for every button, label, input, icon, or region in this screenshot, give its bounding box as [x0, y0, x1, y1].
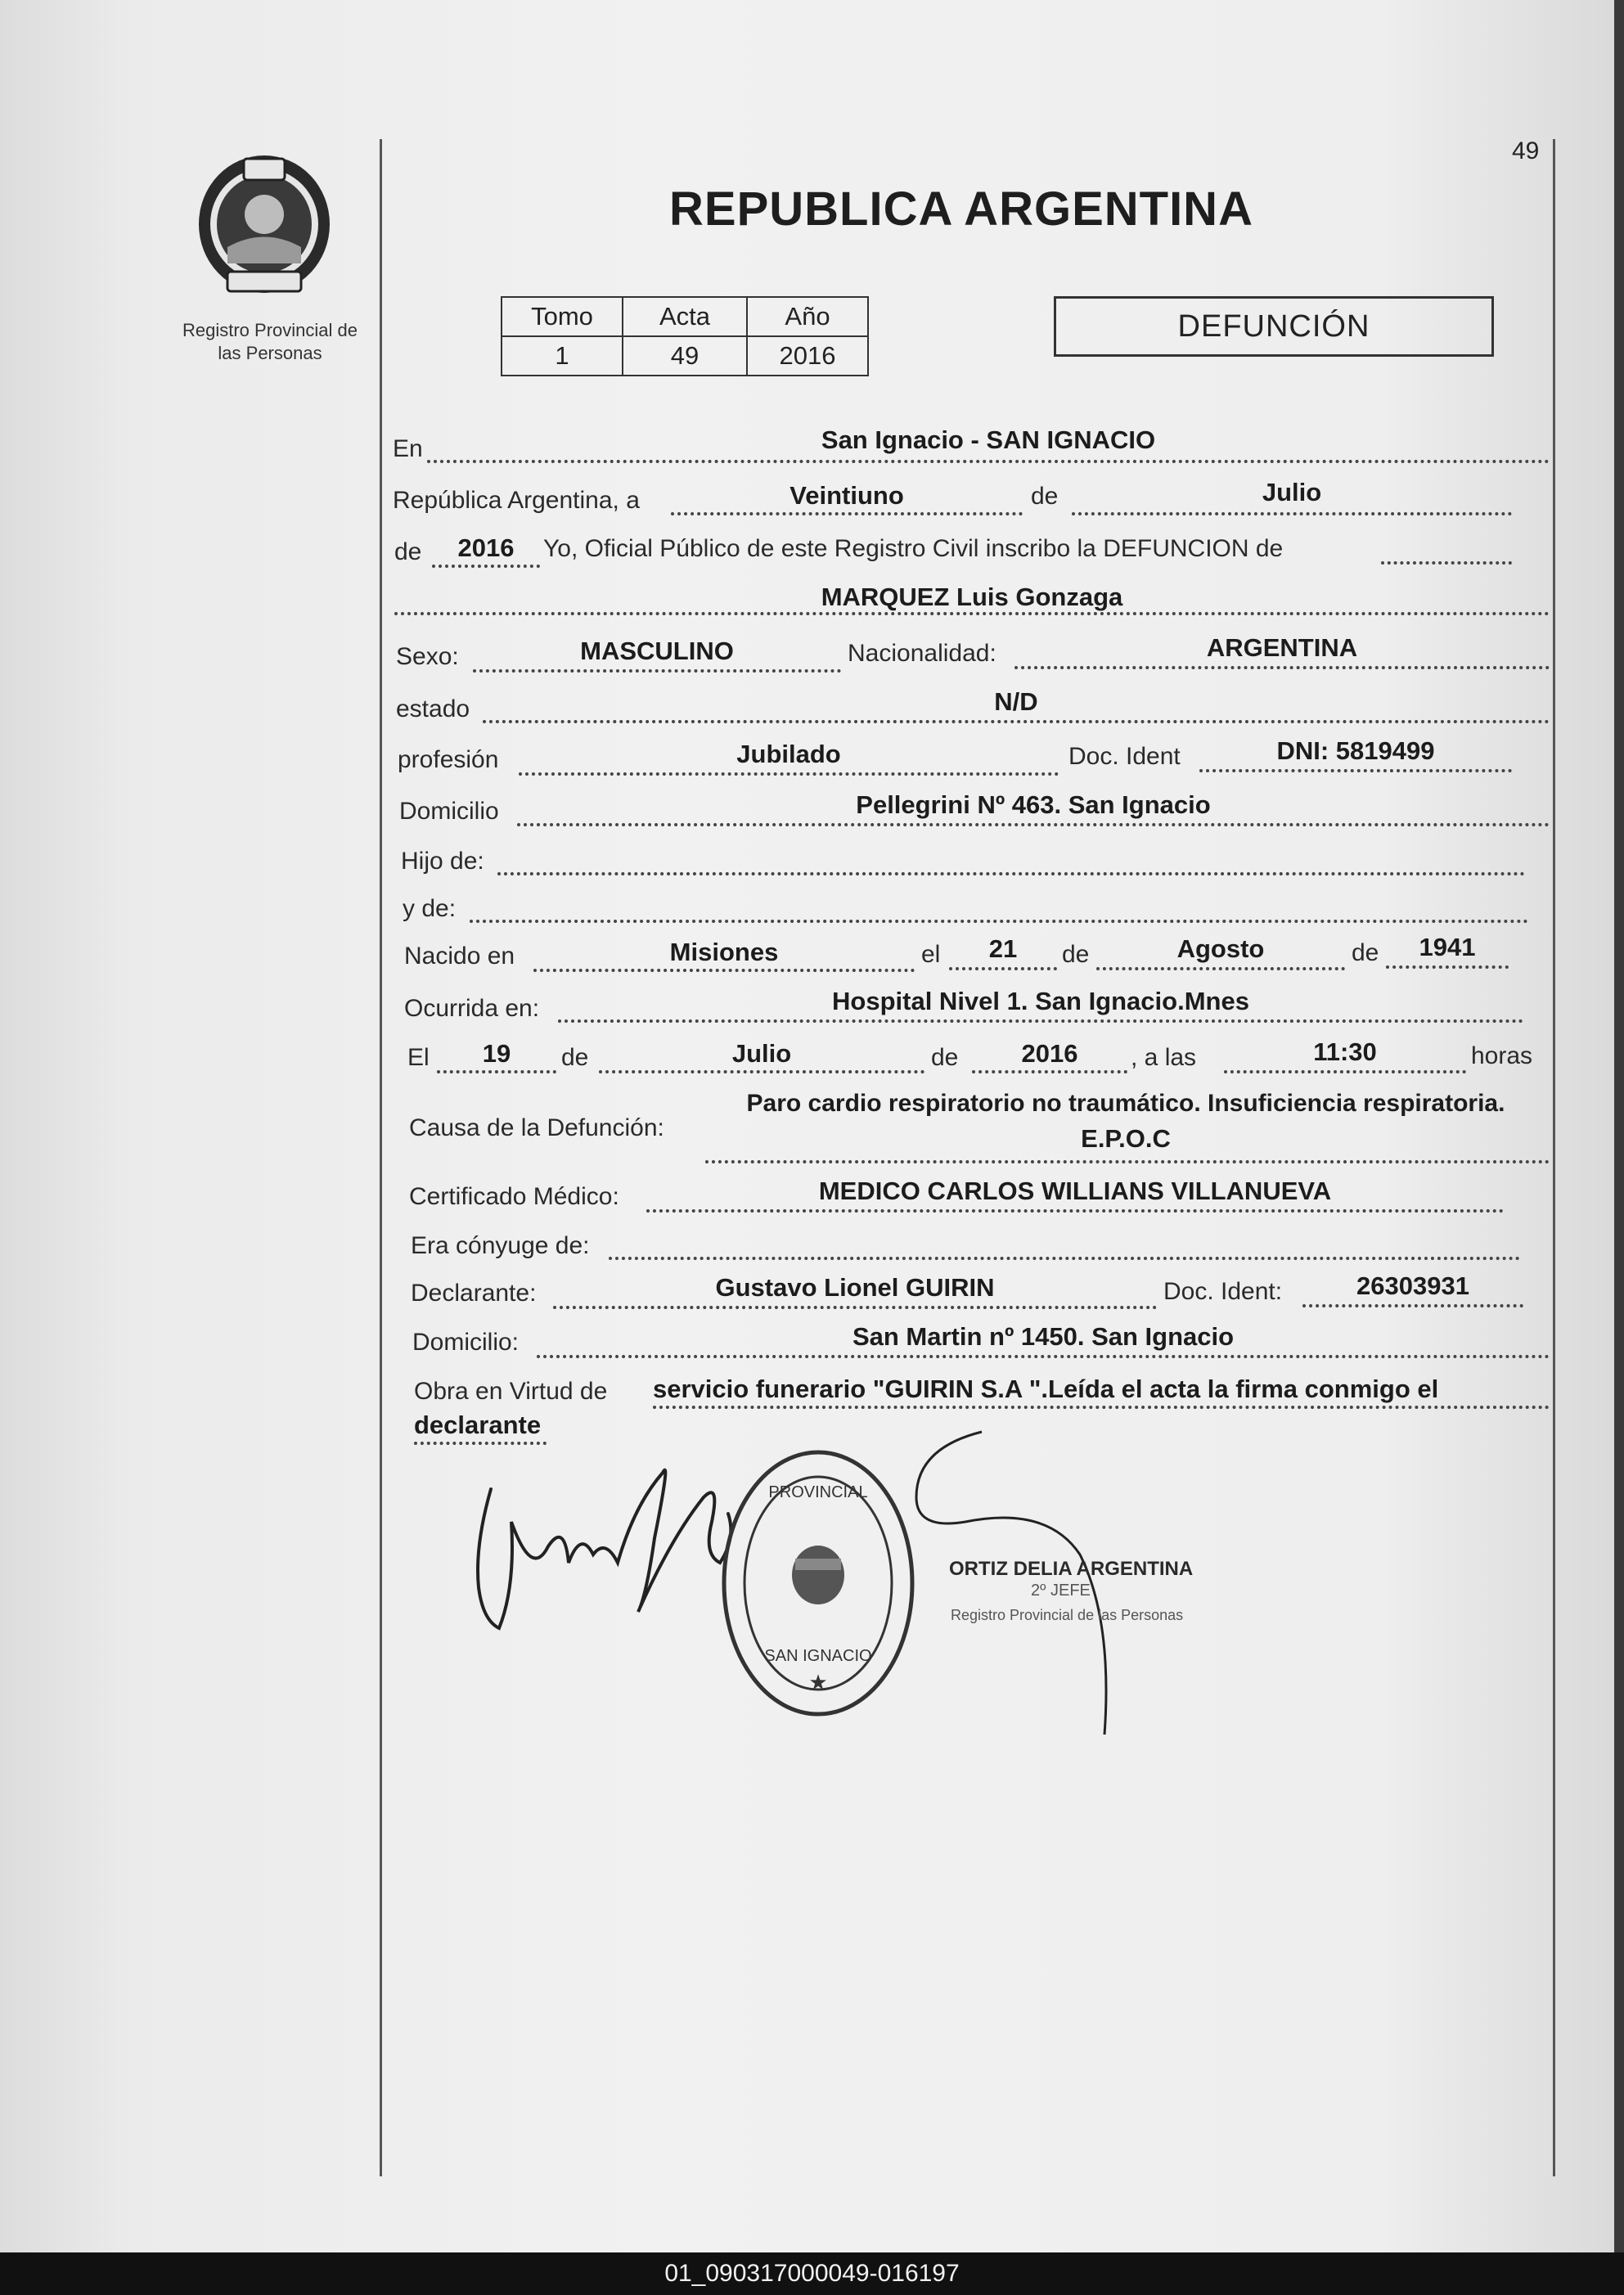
declarante-label: Declarante: [411, 1280, 537, 1307]
header-tomo: Tomo [502, 297, 623, 336]
year-de-label: de [394, 538, 422, 565]
ocurrida-label: Ocurrida en: [404, 995, 540, 1022]
year-value: 2016 [457, 533, 515, 562]
birth-month-dotted-line [1096, 967, 1345, 970]
svg-text:ORTIZ DELIA ARGENTINA: ORTIZ DELIA ARGENTINA [949, 1558, 1194, 1580]
svg-text:PROVINCIAL: PROVINCIAL [768, 1483, 868, 1501]
doc-ident-dotted-line [1199, 769, 1512, 772]
estado-value: N/D [994, 687, 1038, 716]
de-label: de [1031, 483, 1059, 510]
y-de-label: y de: [403, 895, 457, 922]
horas-label: horas [1471, 1042, 1533, 1069]
death-day-value: 19 [482, 1039, 511, 1068]
doc-ident-label: Doc. Ident [1068, 743, 1181, 770]
declarante-doc-dotted-line [1302, 1304, 1523, 1307]
value-ano: 2016 [747, 336, 868, 376]
birth-month-value: Agosto [1176, 934, 1265, 963]
declarant-signature [478, 1470, 731, 1628]
officer-dotted-line [1381, 561, 1512, 565]
signatures-and-stamps [458, 1424, 1276, 1767]
birth-day-dotted-line [949, 967, 1057, 970]
certificado-label: Certificado Médico: [409, 1183, 619, 1210]
estado-dotted-line [483, 720, 1550, 723]
hijo-label: Hijo de: [401, 848, 484, 875]
declarante-value: Gustavo Lionel GUIRIN [715, 1273, 995, 1302]
svg-text:Registro Provincial de las Per: Registro Provincial de las Personas [951, 1607, 1184, 1623]
profesion-value: Jubilado [736, 740, 841, 768]
officer-text: Yo, Oficial Público de este Registro Civil inscribo la DEFUNCION de [543, 535, 1284, 562]
svg-text:SAN IGNACIO: SAN IGNACIO [764, 1647, 872, 1665]
nacido-dotted-line [533, 969, 915, 972]
hijo-dotted-line [497, 872, 1525, 875]
death-year-value: 2016 [1021, 1039, 1078, 1068]
domicilio-dotted-line [517, 823, 1550, 826]
registry-label-line2: las Personas [218, 343, 322, 363]
obra-label: Obra en Virtud de [414, 1378, 608, 1405]
deceased-name: MARQUEZ Luis Gonzaga [821, 583, 1123, 611]
en-value: San Ignacio - SAN IGNACIO [821, 425, 1156, 454]
day-word-value: Veintiuno [790, 481, 904, 510]
birth-de2-label: de [1352, 939, 1379, 966]
birth-day-value: 21 [988, 934, 1018, 963]
causa-line2: E.P.O.C [1081, 1124, 1171, 1153]
ocurrida-value: Hospital Nivel 1. San Ignacio.Mnes [832, 987, 1249, 1015]
header-ano: Año [747, 297, 868, 336]
death-month-dotted-line [599, 1070, 924, 1073]
registry-label [160, 319, 380, 365]
death-el-label: El [407, 1044, 430, 1071]
province-seal-logo [195, 149, 334, 296]
page-edge-shadow [1614, 0, 1624, 2252]
death-time-value: 11:30 [1313, 1037, 1377, 1066]
value-acta: 49 [623, 336, 747, 376]
birth-de-label: de [1062, 941, 1090, 968]
ocurrida-dotted-line [558, 1019, 1523, 1023]
reference-table-value-row [502, 336, 868, 376]
y-de-dotted-line [470, 920, 1528, 923]
conyuge-dotted-line [609, 1257, 1520, 1260]
el-label: el [921, 941, 941, 968]
death-time-dotted-line [1224, 1070, 1466, 1073]
certificado-dotted-line [646, 1209, 1504, 1213]
margin-line-left [380, 139, 382, 2176]
death-month-value: Julio [731, 1039, 792, 1068]
estado-label: estado [396, 695, 470, 722]
death-de-label: de [561, 1044, 589, 1071]
republica-label: República Argentina, a [393, 487, 640, 514]
nacionalidad-label: Nacionalidad: [848, 640, 996, 667]
obra-value: servicio funerario "GUIRIN S.A ".Leída el acta la firma conmigo el [653, 1375, 1439, 1403]
margin-line-right [1553, 139, 1555, 2176]
svg-text:★: ★ [808, 1670, 828, 1694]
file-id-footer: 01_090317000049-016197 [0, 2252, 1624, 2295]
sexo-value: MASCULINO [580, 637, 734, 665]
reference-table-header-row [502, 297, 868, 336]
causa-label: Causa de la Defunción: [409, 1114, 664, 1141]
profesion-dotted-line [519, 772, 1059, 776]
month-dotted-line [1072, 512, 1512, 515]
nacido-label: Nacido en [404, 943, 515, 970]
page-number: 49 [1512, 137, 1540, 164]
causa-line1: Paro cardio respiratorio no traumático. Insuficiencia respiratoria. [746, 1090, 1505, 1117]
death-year-dotted-line [972, 1070, 1127, 1073]
declarante-doc-label: Doc. Ident: [1163, 1278, 1283, 1305]
domicilio2-value: San Martin nº 1450. San Ignacio [852, 1322, 1235, 1351]
en-dotted-line [427, 460, 1550, 463]
nacionalidad-dotted-line [1014, 666, 1550, 669]
sexo-dotted-line [473, 669, 841, 673]
page-title: REPUBLICA ARGENTINA [669, 182, 1253, 236]
obra-value2: declarante [414, 1411, 542, 1439]
svg-text:2º JEFE: 2º JEFE [1031, 1582, 1091, 1600]
death-day-dotted-line [437, 1070, 556, 1073]
birth-year-dotted-line [1386, 965, 1509, 969]
day-dotted-line [671, 512, 1023, 515]
declarante-doc-value: 26303931 [1356, 1271, 1469, 1300]
round-stamp [724, 1452, 912, 1714]
domicilio2-label: Domicilio: [412, 1329, 520, 1356]
a-las-label: , a las [1131, 1044, 1197, 1071]
month-value: Julio [1262, 478, 1322, 506]
name-dotted-line [394, 612, 1550, 615]
document-kind-box: DEFUNCIÓN [1054, 296, 1494, 357]
birth-year-value: 1941 [1419, 933, 1476, 961]
death-de2-label: de [931, 1044, 959, 1071]
profesion-label: profesión [398, 746, 499, 773]
year-dotted-line [432, 565, 540, 568]
reference-table [501, 296, 869, 376]
causa-dotted-line [705, 1160, 1550, 1163]
obra-dotted-line [653, 1406, 1550, 1409]
declarante-dotted-line [553, 1306, 1157, 1309]
certificado-value: MEDICO CARLOS WILLIANS VILLANUEVA [818, 1177, 1332, 1205]
doc-ident-value: DNI: 5819499 [1276, 736, 1435, 765]
conyuge-label: Era cónyuge de: [411, 1232, 590, 1259]
domicilio-value: Pellegrini Nº 463. San Ignacio [856, 790, 1211, 819]
sexo-label: Sexo: [396, 643, 459, 670]
domicilio2-dotted-line [537, 1355, 1550, 1358]
value-tomo: 1 [502, 336, 623, 376]
header-acta: Acta [623, 297, 747, 336]
domicilio-label: Domicilio [399, 798, 499, 825]
registry-label-line1: Registro Provincial de [182, 320, 358, 340]
en-label: En [393, 435, 423, 462]
nacionalidad-value: ARGENTINA [1206, 633, 1358, 662]
nacido-value: Misiones [669, 938, 779, 966]
